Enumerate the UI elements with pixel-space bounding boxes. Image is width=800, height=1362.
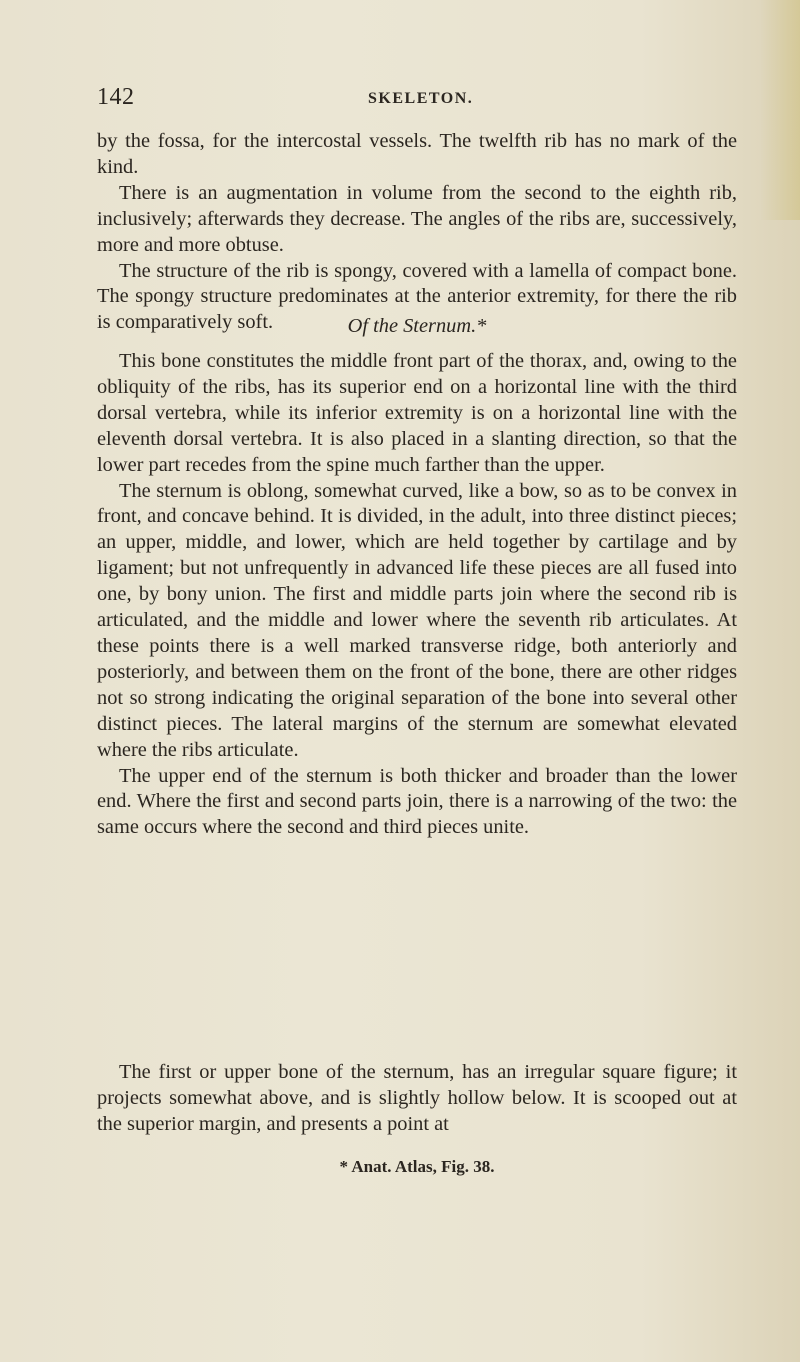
- paragraph: The sternum is oblong, somewhat curved, like a bow, so as to be convex in front, and concave behind. It is divided, in the adult, into three distinct pieces; an upper, middle, and lower, which are held together by cartilage and by ligament; but not unfrequently in advanced life these pieces are all fused into one, by bony union. The first and middle parts join where the second rib is articulated, and the middle and lower where the seventh rib articulates. At these points there is a well marked transverse ridge, both anteriorly and posteriorly, and between them on the front of the bone, there are other ridges not so strong indicating the original separation of the bone into several other distinct pieces. The lateral margins of the sternum are somewhat elevated where the ribs articulate.: [97, 479, 737, 761]
- text-block-sternum: [97, 349, 737, 841]
- paragraph: There is an augmentation in volume from the second to the eighth rib, inclusively; afterwards they decrease. The angles of the ribs are, successively, more and more obtuse.: [97, 181, 737, 256]
- page-edge-stain: [760, 0, 800, 220]
- text-block-ribs: [97, 129, 737, 336]
- page-number: 142: [97, 84, 135, 110]
- running-head: SKELETON.: [368, 90, 474, 107]
- paragraph: This bone constitutes the middle front part of the thorax, and, owing to the obliquity of the ribs, has its superior end on a horizontal line with the third dorsal vertebra, while its inferior extremity is on a horizontal line with the eleventh dorsal vertebra. It is also placed in a slanting direction, so that the lower part recedes from the spine much farther than the upper.: [97, 350, 737, 476]
- paragraph: The upper end of the sternum is both thicker and broader than the lower end. Where the first and second parts join, there is a narrowing of the two: the same occurs where the second and third pieces unite.: [97, 764, 737, 839]
- paragraph: by the fossa, for the intercostal vessels. The twelfth rib has no mark of the kind.: [97, 130, 737, 178]
- section-heading: Of the Sternum.*: [347, 315, 487, 337]
- paragraph: The structure of the rib is spongy, covered with a lamella of compact bone. The spongy structure predominates at the anterior extremity, for there the rib is comparatively soft.: [97, 259, 737, 334]
- paragraph: The first or upper bone of the sternum, has an irregular square figure; it projects somewhat above, and is slightly hollow below. It is scooped out at the superior margin, and presents a point at: [97, 1061, 737, 1135]
- page-header: [97, 84, 737, 114]
- footnote: * Anat. Atlas, Fig. 38.: [339, 1157, 495, 1176]
- text-block-first-bone: [97, 1060, 737, 1138]
